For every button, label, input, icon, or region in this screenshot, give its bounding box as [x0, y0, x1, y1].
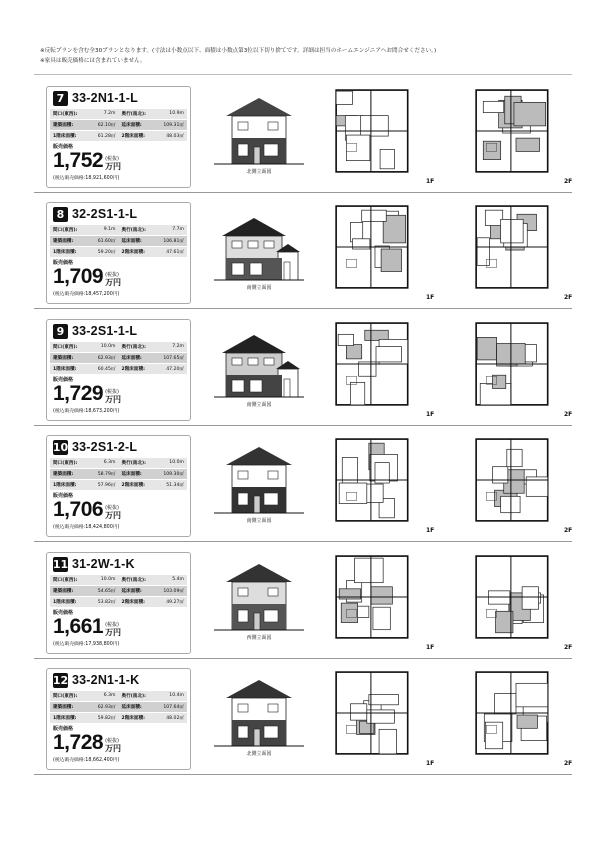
floor-area-label: 延床面積:: [121, 356, 142, 361]
floor2-area-value: 48.03㎡: [166, 134, 184, 139]
frontage-label: 間口(東西):: [53, 578, 78, 583]
plan-number: 8: [53, 207, 68, 222]
frontage-value: 10.0m: [100, 344, 116, 349]
depth-label: 奥行(南北):: [121, 345, 146, 350]
plan-section: [34, 429, 572, 542]
frontage-value: 6.3m: [103, 693, 116, 698]
tax-note: (税抜): [105, 389, 119, 395]
price-label: 販売価格: [53, 144, 74, 150]
depth-value: 10.9m: [169, 111, 184, 116]
building-area-value: 62.10㎡: [97, 123, 116, 128]
floor-label-2f: 2F: [564, 294, 573, 301]
floor2-area-value: 48.02㎡: [166, 716, 184, 721]
floor2-area-label: 2階床面積:: [121, 600, 145, 605]
price-label: 販売価格: [53, 377, 74, 383]
tax-note: (税抜): [105, 156, 119, 162]
floor-plan-drawing: [464, 668, 568, 760]
floor-plan-1f: [324, 668, 428, 760]
plan-specs: [50, 458, 187, 491]
notes: [40, 46, 580, 66]
plan-name: 33-2S1-1-L: [72, 324, 138, 338]
floor-plan-2f: [464, 435, 568, 527]
floor1-area-value: 53.82㎡: [97, 600, 116, 605]
plan-number: 11: [52, 557, 69, 571]
floor-label-2f: 2F: [564, 527, 573, 534]
plan-section: [34, 546, 572, 659]
price-unit: 万円: [105, 162, 122, 171]
price-value: 1,729: [53, 382, 104, 405]
floor2-area-value: 49.27㎡: [166, 600, 184, 605]
price-unit: 万円: [105, 744, 122, 753]
floor-plan-drawing: [324, 668, 428, 760]
elevation-image: [214, 325, 304, 401]
plan-info-card: [46, 202, 191, 304]
price-block: [53, 616, 121, 637]
price-unit: 万円: [105, 511, 122, 520]
price-unit: 万円: [105, 278, 122, 287]
tax-note: (税抜): [105, 622, 119, 628]
floor2-area-label: 2階床面積:: [121, 134, 145, 139]
floor2-area-label: 2階床面積:: [121, 483, 145, 488]
price-block: [53, 266, 121, 287]
building-area-value: 61.60㎡: [97, 239, 116, 244]
floor-area-value: 106.81㎡: [163, 239, 184, 244]
floor1-area-value: 59.20㎡: [97, 250, 116, 255]
depth-label: 奥行(南北):: [121, 228, 146, 233]
tax-inclusive-price: (税込販売価格:18,424,800円): [53, 525, 120, 530]
floor1-area-label: 1階床面積:: [53, 716, 77, 721]
plan-number: 9: [53, 324, 68, 339]
plan-info-card: [46, 435, 191, 537]
price-value: 1,752: [53, 149, 104, 172]
plan-title: [53, 206, 137, 222]
plan-info-card: [46, 86, 191, 188]
price-block: [53, 499, 121, 520]
floor-plan-2f: [464, 668, 568, 760]
floor-plan-1f: [324, 552, 428, 644]
plan-info-card: [46, 552, 191, 654]
floor-label-2f: 2F: [564, 411, 573, 418]
depth-label: 奥行(南北):: [121, 112, 146, 117]
tax-inclusive-price: (税込販売価格:18,457,200円): [53, 292, 120, 297]
tax-inclusive-price: (税込販売価格:18,662,400円): [53, 758, 120, 763]
depth-value: 10.4m: [169, 693, 184, 698]
building-area-value: 62.93㎡: [97, 705, 116, 710]
house-elevation-drawing: [214, 441, 304, 517]
plan-section: [34, 196, 572, 309]
elevation-image: [214, 558, 304, 634]
floor1-area-label: 1階床面積:: [53, 250, 77, 255]
floor-plan-drawing: [324, 319, 428, 411]
building-area-value: 62.93㎡: [97, 356, 116, 361]
plan-specs: [50, 342, 187, 375]
plan-section: [34, 313, 572, 426]
price-block: [53, 732, 121, 753]
floor-plan-drawing: [464, 435, 568, 527]
price-value: 1,728: [53, 731, 104, 754]
price-label: 販売価格: [53, 610, 74, 616]
plan-section: [34, 80, 572, 193]
price-value: 1,709: [53, 265, 104, 288]
plan-title: [53, 439, 137, 455]
floor2-area-label: 2階床面積:: [121, 367, 145, 372]
tax-note: (税抜): [105, 272, 119, 278]
depth-label: 奥行(南北):: [121, 694, 146, 699]
floor-label-1f: 1F: [426, 178, 435, 185]
plan-number: 12: [52, 673, 69, 687]
tax-inclusive-price: (税込販売価格:18,921,600円): [53, 176, 120, 181]
plan-name: 33-2N1-1-K: [72, 673, 140, 687]
floor-area-label: 延床面積:: [121, 705, 142, 710]
price-value: 1,706: [53, 498, 104, 521]
depth-value: 7.7m: [172, 227, 184, 232]
floor-plan-drawing: [464, 202, 568, 294]
tax-note: (税抜): [105, 505, 119, 511]
price-label: 販売価格: [53, 493, 74, 499]
floor-plan-1f: [324, 319, 428, 411]
building-area-label: 建築面積:: [53, 123, 74, 128]
plan-section: [34, 662, 572, 775]
price-unit: 万円: [105, 395, 122, 404]
floor2-area-value: 51.34㎡: [166, 483, 184, 488]
frontage-value: 9.1m: [103, 227, 116, 232]
elevation-image: [214, 441, 304, 517]
floor1-area-label: 1階床面積:: [53, 367, 77, 372]
building-area-label: 建築面積:: [53, 356, 74, 361]
floor-plan-drawing: [464, 319, 568, 411]
tax-inclusive-price: (税込販売価格:18,673,200円): [53, 409, 120, 414]
floor-plan-1f: [324, 435, 428, 527]
note-line-1: ※反転プランを含む全30プランとなります。(寸法は小数点以下、面積は小数点第3位以下切り捨てです。詳細は担当のホームエンジニアへお問合せください。): [40, 48, 437, 54]
elevation-image: [214, 674, 304, 750]
floor1-area-value: 61.28㎡: [97, 134, 116, 139]
house-elevation-drawing: [214, 325, 304, 401]
depth-value: 7.2m: [172, 344, 184, 349]
elevation-caption: 西側立面図: [246, 635, 272, 641]
tax-note: (税抜): [105, 738, 119, 744]
floor-area-label: 延床面積:: [121, 239, 142, 244]
floor2-area-value: 47.20㎡: [166, 367, 184, 372]
house-elevation-drawing: [214, 558, 304, 634]
floor-label-2f: 2F: [564, 760, 573, 767]
floor1-area-label: 1階床面積:: [53, 134, 77, 139]
floor-area-label: 延床面積:: [121, 472, 142, 477]
plan-name: 31-2W-1-K: [72, 557, 135, 571]
plan-title: [53, 323, 137, 339]
floor-area-label: 延床面積:: [121, 589, 142, 594]
tax-inclusive-price: (税込販売価格:17,938,800円): [53, 642, 120, 647]
depth-label: 奥行(南北):: [121, 461, 146, 466]
building-area-value: 58.79㎡: [97, 472, 116, 477]
floor-plan-drawing: [324, 86, 428, 178]
building-area-label: 建築面積:: [53, 705, 74, 710]
price-block: [53, 383, 121, 404]
plan-name: 33-2N1-1-L: [72, 91, 138, 105]
floor-plan-1f: [324, 202, 428, 294]
elevation-caption: 北側立面図: [246, 169, 272, 175]
floor2-area-label: 2階床面積:: [121, 250, 145, 255]
plan-info-card: [46, 319, 191, 421]
floor-area-label: 延床面積:: [121, 123, 142, 128]
floor-area-value: 107.65㎡: [163, 356, 184, 361]
floor-label-2f: 2F: [564, 644, 573, 651]
floor-label-1f: 1F: [426, 411, 435, 418]
building-area-label: 建築面積:: [53, 239, 74, 244]
floor-area-value: 107.64㎡: [163, 705, 184, 710]
frontage-value: 7.2m: [103, 111, 116, 116]
floor1-area-value: 57.96㎡: [97, 483, 116, 488]
plan-title: [53, 672, 139, 688]
plan-number: 10: [52, 440, 69, 454]
floor-plan-drawing: [324, 552, 428, 644]
floor-plan-drawing: [464, 552, 568, 644]
price-block: [53, 150, 121, 171]
price-label: 販売価格: [53, 260, 74, 266]
elevation-image: [214, 92, 304, 168]
price-label: 販売価格: [53, 726, 74, 732]
plan-name: 32-2S1-1-L: [72, 207, 138, 221]
building-area-label: 建築面積:: [53, 589, 74, 594]
house-elevation-drawing: [214, 92, 304, 168]
plan-specs: [50, 109, 187, 142]
floor-plan-2f: [464, 319, 568, 411]
frontage-value: 10.0m: [100, 577, 116, 582]
plan-number: 7: [53, 91, 68, 106]
floor-plan-2f: [464, 202, 568, 294]
divider: [34, 74, 572, 75]
plan-title: [53, 556, 135, 572]
floor-area-value: 109.31㎡: [163, 123, 184, 128]
frontage-label: 間口(東西):: [53, 112, 78, 117]
floor1-area-label: 1階床面積:: [53, 600, 77, 605]
elevation-caption: 南側立面図: [246, 518, 272, 524]
floor-area-value: 103.09㎡: [163, 589, 184, 594]
plan-title: [53, 90, 138, 106]
plan-specs: [50, 225, 187, 258]
building-area-value: 54.65㎡: [97, 589, 116, 594]
floor1-area-value: 60.45㎡: [97, 367, 116, 372]
plan-specs: [50, 575, 187, 608]
floor-label-1f: 1F: [426, 644, 435, 651]
frontage-label: 間口(東西):: [53, 694, 78, 699]
floor-label-1f: 1F: [426, 760, 435, 767]
floor1-area-label: 1階床面積:: [53, 483, 77, 488]
frontage-label: 間口(東西):: [53, 228, 78, 233]
elevation-image: [214, 208, 304, 284]
depth-value: 5.4m: [172, 577, 184, 582]
frontage-label: 間口(東西):: [53, 345, 78, 350]
depth-value: 10.0m: [169, 460, 184, 465]
floor-label-1f: 1F: [426, 527, 435, 534]
floor-area-value: 109.30㎡: [163, 472, 184, 477]
plan-name: 33-2S1-2-L: [72, 440, 138, 454]
floor-plan-drawing: [324, 435, 428, 527]
elevation-caption: 南側立面図: [246, 402, 272, 408]
price-unit: 万円: [105, 628, 122, 637]
plan-info-card: [46, 668, 191, 770]
elevation-caption: 北側立面図: [246, 751, 272, 757]
floor-label-2f: 2F: [564, 178, 573, 185]
floor-plan-2f: [464, 552, 568, 644]
floor-label-1f: 1F: [426, 294, 435, 301]
elevation-caption: 南側立面図: [246, 285, 272, 291]
depth-label: 奥行(南北):: [121, 578, 146, 583]
floor2-area-value: 47.61㎡: [166, 250, 184, 255]
note-line-2: ※家具は販売価格には含まれていません。: [40, 58, 146, 64]
building-area-label: 建築面積:: [53, 472, 74, 477]
floor-plan-1f: [324, 86, 428, 178]
house-elevation-drawing: [214, 208, 304, 284]
plan-specs: [50, 691, 187, 724]
frontage-label: 間口(東西):: [53, 461, 78, 466]
floor-plan-drawing: [464, 86, 568, 178]
price-value: 1,661: [53, 615, 104, 638]
floor-plan-drawing: [324, 202, 428, 294]
frontage-value: 6.3m: [103, 460, 116, 465]
floor2-area-label: 2階床面積:: [121, 716, 145, 721]
floor-plan-2f: [464, 86, 568, 178]
house-elevation-drawing: [214, 674, 304, 750]
floor1-area-value: 59.82㎡: [97, 716, 116, 721]
